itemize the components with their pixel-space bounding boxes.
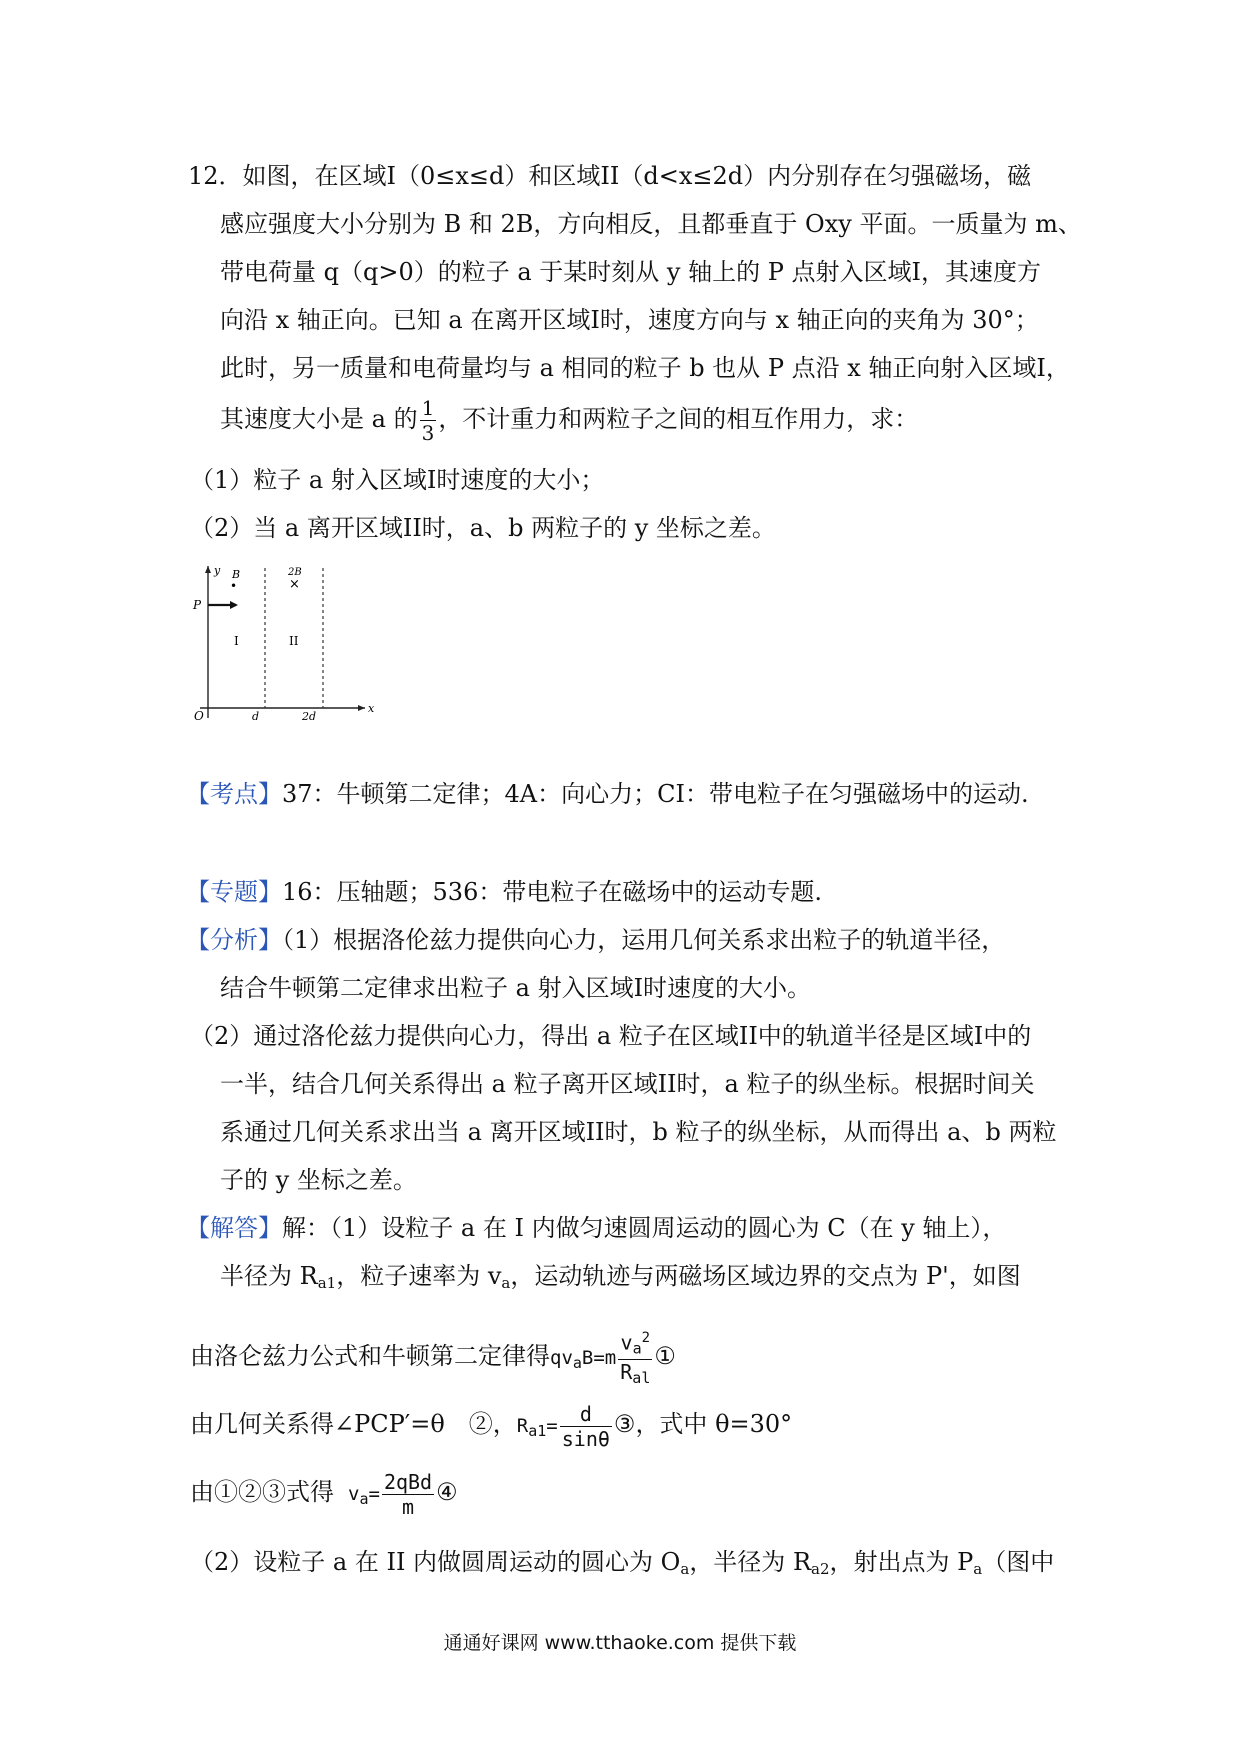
- kaodian-text: 37：牛顿第二定律；4A：向心力；CI：带电粒子在匀强磁场中的运动.: [282, 780, 1029, 808]
- last-d: （图中: [982, 1548, 1055, 1576]
- eq1-num-sup: 2: [641, 1330, 651, 1347]
- fenxi-line-6: 子的 y 坐标之差。: [220, 1166, 417, 1194]
- eq1-den-sub: al: [632, 1368, 651, 1387]
- eq1-formula: [550, 1330, 654, 1387]
- y-axis-label: y: [214, 564, 221, 577]
- jieda-tag: 【解答】: [186, 1214, 282, 1242]
- 2d-tick-label: 2d: [302, 710, 317, 720]
- eq1-text: 由洛仑兹力公式和牛顿第二定律得: [190, 1342, 550, 1370]
- eq2-fraction: [560, 1404, 612, 1449]
- eq1-lhs-sub: a: [572, 1354, 582, 1372]
- eq1-lhs: qv: [550, 1347, 573, 1369]
- equation-1-line: [190, 1326, 676, 1393]
- eq3-num: 2qBd: [383, 1470, 433, 1494]
- eq1-den-r: R: [620, 1359, 633, 1384]
- jieda-text-1: 解：（1）设粒子 a 在 I 内做匀速圆周运动的圆心为 C（在 y 轴上），: [282, 1214, 1007, 1242]
- eq1-mark: ①: [654, 1342, 676, 1370]
- eq2-num: d: [579, 1402, 592, 1426]
- eq2-den: sinθ: [561, 1427, 610, 1451]
- eq2-text: 由几何关系得∠PCP′=θ ②，: [190, 1410, 517, 1438]
- y-axis-arrow: [205, 566, 211, 573]
- eq1-mid: B=m: [581, 1347, 617, 1369]
- kaodian-tag: 【考点】: [186, 780, 282, 808]
- kaodian-section: [186, 776, 1029, 812]
- eq1-fraction: [618, 1331, 652, 1386]
- x-axis-label: x: [368, 702, 375, 715]
- jieda-line-1: [186, 1210, 1006, 1246]
- fenxi-line-1: [186, 922, 1005, 958]
- eq1-num-v: v: [620, 1330, 633, 1355]
- field-b-label: B: [232, 568, 241, 581]
- eq3-mark: ④: [436, 1478, 458, 1506]
- problem-line-4: 向沿 x 轴正向。已知 a 在离开区域I时，速度方向与 x 轴正向的夹角为 30°；: [220, 306, 1039, 334]
- zhuanti-tag: 【专题】: [186, 878, 282, 906]
- jieda-l2-b: ，粒子速率为 v: [336, 1262, 502, 1290]
- eq2-lhs: R: [516, 1415, 529, 1437]
- last-b: ，半径为 R: [689, 1548, 812, 1576]
- last-a-sub: a: [680, 1560, 690, 1578]
- page-footer: 通通好课网 www.tthaoke.com 提供下载: [443, 1632, 797, 1654]
- fenxi-line-5: 系通过几何关系求出当 a 离开区域II时，b 粒子的纵坐标，从而得出 a、b 两粒: [220, 1118, 1057, 1146]
- eq3-lhs-sub: a: [359, 1490, 369, 1508]
- problem-line-6-pre: 其速度大小是 a 的: [220, 405, 418, 433]
- problem-line-3: 带电荷量 q（q>0）的粒子 a 于某时刻从 y 轴上的 P 点射入区域I，其速度方: [220, 258, 1042, 286]
- eq3-den: m: [402, 1495, 415, 1519]
- field-cross-icon: ×: [289, 577, 300, 592]
- region-2-label: II: [289, 634, 299, 648]
- eq3-text: 由①②③式得: [190, 1478, 334, 1506]
- eq1-den: [618, 1359, 652, 1387]
- fraction-one-third: [420, 398, 437, 443]
- jieda-l2-a-sub: a1: [317, 1274, 337, 1292]
- eq1-num: [619, 1331, 653, 1357]
- jieda-l2-b-sub: a: [501, 1274, 511, 1292]
- jieda-l2-a: 半径为 R: [220, 1262, 318, 1290]
- fenxi-line-2: 结合牛顿第二定律求出粒子 a 射入区域I时速度的大小。: [220, 974, 812, 1002]
- fenxi-line-4: 一半，结合几何关系得出 a 粒子离开区域II时，a 粒子的纵坐标。根据时间关: [220, 1070, 1035, 1098]
- frac-num: 1: [421, 396, 435, 420]
- question-2: （2）当 a 离开区域II时，a、b 两粒子的 y 坐标之差。: [190, 514, 776, 542]
- last-c-sub: a: [973, 1560, 983, 1578]
- last-a: （2）设粒子 a 在 II 内做圆周运动的圆心为 O: [190, 1548, 681, 1576]
- eq3-lhs: v: [348, 1483, 360, 1505]
- fenxi-text-1: （1）根据洛伦兹力提供向心力，运用几何关系求出粒子的轨道半径，: [282, 926, 1006, 954]
- eq2-mark: ③，式中 θ=30°: [613, 1410, 793, 1438]
- field-2b-label: 2B: [288, 567, 302, 578]
- point-p-label: P: [193, 598, 202, 612]
- magnetic-field-figure: [190, 560, 380, 720]
- eq3-eq: =: [368, 1483, 380, 1505]
- problem-line-5: 此时，另一质量和电荷量均与 a 相同的粒子 b 也从 P 点沿 x 轴正向射入区域I，: [220, 354, 1070, 382]
- question-1: （1）粒子 a 射入区域I时速度的大小；: [190, 466, 605, 494]
- zhuanti-section: [186, 874, 822, 910]
- equation-2-line: [190, 1396, 792, 1459]
- velocity-arrowhead: [230, 601, 238, 609]
- x-axis-arrow: [358, 705, 365, 711]
- d-tick-label: d: [252, 710, 260, 720]
- eq2-lhs-sub: a1: [528, 1422, 547, 1440]
- problem-line-6: [220, 398, 918, 443]
- zhuanti-text: 16：压轴题；536：带电粒子在磁场中的运动专题.: [282, 878, 822, 906]
- region-1-label: I: [234, 634, 239, 648]
- problem-line-2: 感应强度大小分别为 B 和 2B，方向相反，且都垂直于 Oxy 平面。一质量为 m、: [220, 210, 1082, 238]
- jieda-l2-c: ，运动轨迹与两磁场区域边界的交点为 P'，如图: [510, 1262, 1021, 1290]
- fenxi-line-3: （2）通过洛伦兹力提供向心力，得出 a 粒子在区域II中的轨道半径是区域I中的: [190, 1022, 1032, 1050]
- eq3-formula: [348, 1470, 436, 1519]
- eq2-eq: =: [546, 1415, 558, 1437]
- origin-label: O: [194, 709, 204, 720]
- last-c: ，射出点为 P: [829, 1548, 974, 1576]
- problem-line-1: 12．如图，在区域I（0≤x≤d）和区域II（d<x≤2d）内分别存在匀强磁场，磁: [188, 162, 1032, 190]
- frac-den: 3: [421, 421, 435, 445]
- jieda-line-2: [220, 1258, 1021, 1301]
- equation-3-line: [190, 1464, 458, 1527]
- problem-line-6-post: ，不计重力和两粒子之间的相互作用力，求：: [438, 405, 919, 433]
- last-b-sub: a2: [811, 1560, 830, 1578]
- eq3-fraction: [382, 1472, 434, 1517]
- eq1-num-sub: a: [632, 1339, 642, 1358]
- jieda-last-line: [190, 1544, 1054, 1587]
- fenxi-tag: 【分析】: [186, 926, 282, 954]
- field-dot-icon: •: [230, 579, 238, 593]
